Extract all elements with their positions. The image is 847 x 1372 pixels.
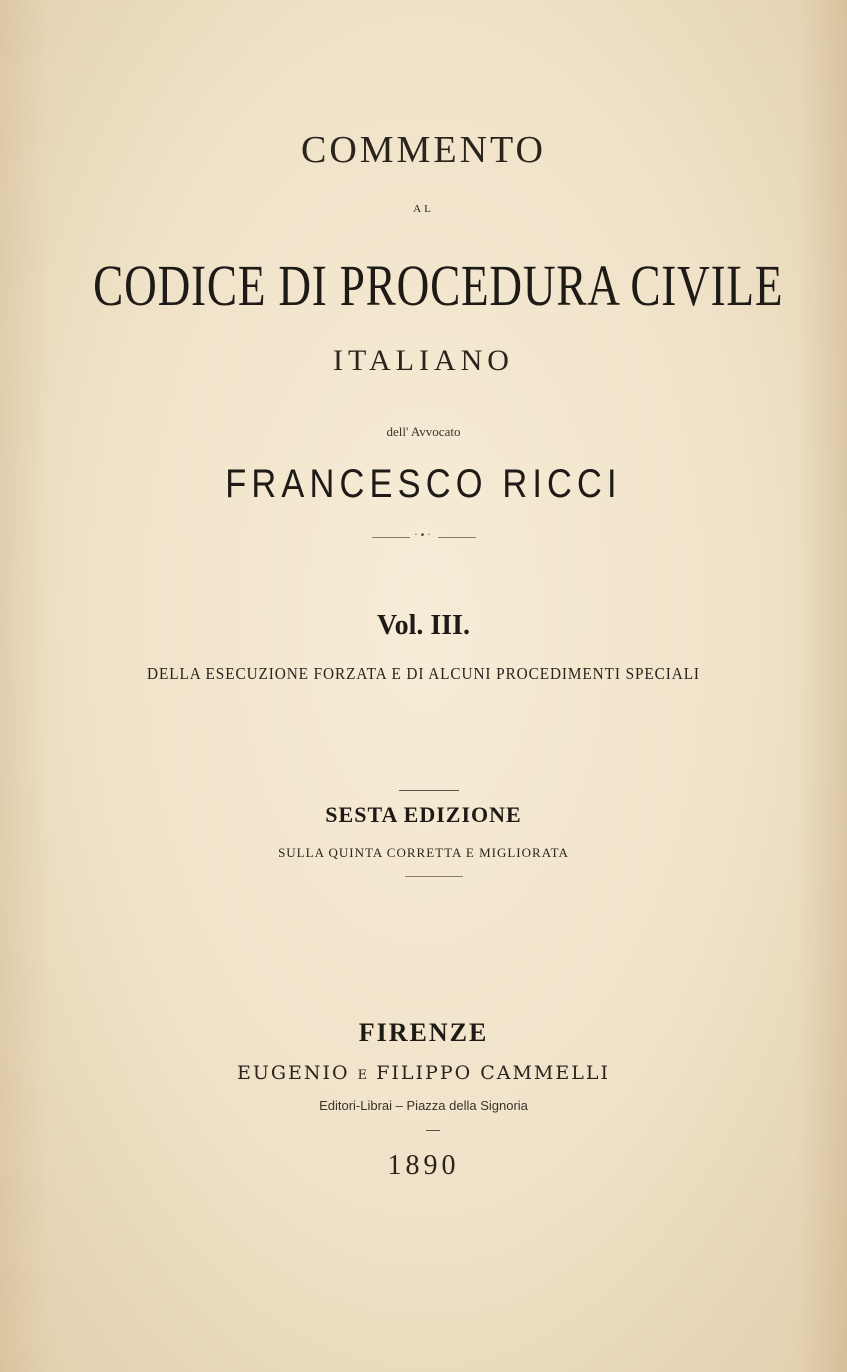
publisher-name-2: FILIPPO CAMMELLI: [376, 1062, 610, 1084]
imprint-publisher: [0, 1062, 847, 1084]
volume-subtitle: DELLA ESECUZIONE FORZATA E DI ALCUNI PROCEDIMENTI SPECIALI: [147, 664, 700, 683]
edition-label: SESTA EDIZIONE: [325, 802, 522, 827]
imprint-year: 1890: [387, 1150, 460, 1181]
title-line-commento: COMMENTO: [301, 129, 546, 171]
edition-rule-top: [399, 790, 459, 791]
imprint-rule: [426, 1130, 440, 1131]
main-title: CODICE DI PROCEDURA CIVILE: [93, 253, 784, 318]
volume-label: Vol. III.: [376, 610, 471, 641]
edition-rule-bottom: [405, 876, 463, 877]
edition-subtitle: SULLA QUINTA CORRETTA E MIGLIORATA: [278, 845, 569, 860]
author-name: FRANCESCO RICCI: [225, 462, 622, 506]
author-prefix: dell' Avvocato: [386, 424, 461, 439]
publisher-name-1: EUGENIO: [236, 1062, 350, 1084]
ornament-rule-right: [438, 537, 476, 538]
title-line-al: AL: [413, 203, 434, 215]
imprint-city: FIRENZE: [358, 1018, 489, 1047]
publisher-conjunction: E: [357, 1068, 369, 1083]
imprint-address: Editori-Librai – Piazza della Signoria: [319, 1098, 528, 1113]
title-line-italiano: ITALIANO: [333, 344, 514, 377]
ornament-mark: ·•·: [414, 530, 433, 541]
